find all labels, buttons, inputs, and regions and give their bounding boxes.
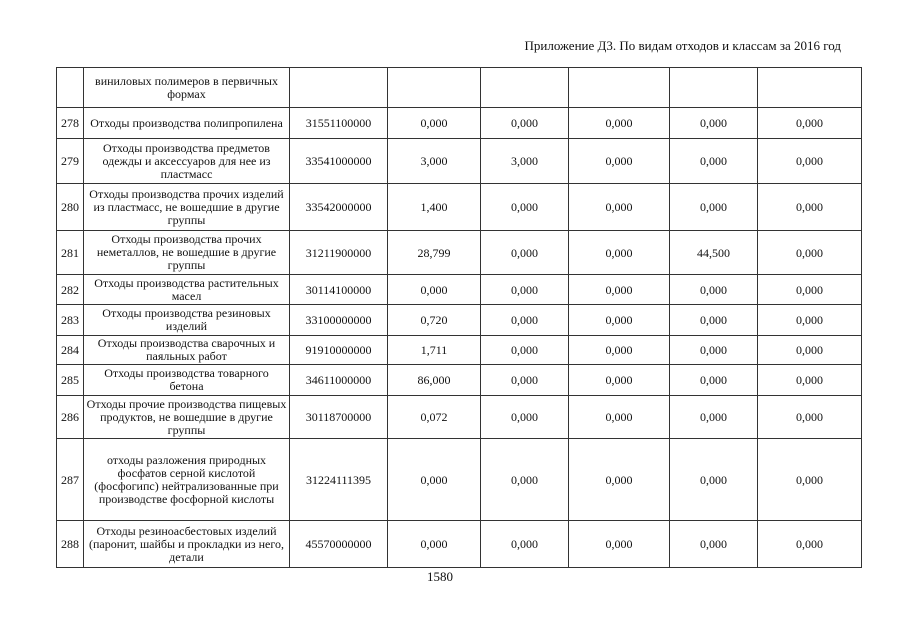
- waste-name-cell: Отходы производства предметов одежды и аксессуаров для нее из пластмасс: [84, 139, 290, 184]
- table-row: [57, 439, 862, 521]
- row-number-cell: 283: [57, 305, 84, 336]
- value-5-cell: 0,000: [758, 336, 862, 365]
- table-row: [57, 305, 862, 336]
- value-3-cell: 0,000: [569, 275, 670, 305]
- value-3-cell: 0,000: [569, 336, 670, 365]
- value-5-cell: 0,000: [758, 521, 862, 568]
- value-2-cell: 0,000: [481, 184, 569, 231]
- waste-table: [56, 67, 862, 568]
- waste-name-cell: отходы разложения природных фосфатов серной кислотой (фосфогипс) нейтрализованные при производстве фосфорной кислоты: [84, 439, 290, 521]
- value-5-cell: 0,000: [758, 231, 862, 275]
- waste-name-cell: Отходы производства резиновых изделий: [84, 305, 290, 336]
- waste-code-cell: 33100000000: [290, 305, 388, 336]
- row-number-cell: 279: [57, 139, 84, 184]
- row-number-cell: 288: [57, 521, 84, 568]
- value-1-cell: 3,000: [388, 139, 481, 184]
- value-5-cell: 0,000: [758, 275, 862, 305]
- value-4-cell: 0,000: [670, 439, 758, 521]
- table-row: [57, 521, 862, 568]
- value-2-cell: 0,000: [481, 336, 569, 365]
- waste-code-cell: 30114100000: [290, 275, 388, 305]
- value-2-cell: 0,000: [481, 108, 569, 139]
- row-number-cell: 280: [57, 184, 84, 231]
- row-number-cell: 281: [57, 231, 84, 275]
- waste-code-cell: [290, 68, 388, 108]
- value-2-cell: 3,000: [481, 139, 569, 184]
- value-4-cell: 44,500: [670, 231, 758, 275]
- value-3-cell: [569, 68, 670, 108]
- value-3-cell: 0,000: [569, 439, 670, 521]
- waste-name-cell: Отходы производства растительных масел: [84, 275, 290, 305]
- waste-name-cell: виниловых полимеров в первичных формах: [84, 68, 290, 108]
- value-2-cell: [481, 68, 569, 108]
- value-1-cell: 1,711: [388, 336, 481, 365]
- value-4-cell: 0,000: [670, 396, 758, 439]
- value-5-cell: 0,000: [758, 184, 862, 231]
- value-3-cell: 0,000: [569, 139, 670, 184]
- row-number-cell: [57, 68, 84, 108]
- value-1-cell: 28,799: [388, 231, 481, 275]
- table-row: [57, 139, 862, 184]
- waste-code-cell: 45570000000: [290, 521, 388, 568]
- value-2-cell: 0,000: [481, 305, 569, 336]
- waste-code-cell: 34611000000: [290, 365, 388, 396]
- page-header: Приложение Д3. По видам отходов и классам за 2016 год: [524, 38, 841, 53]
- value-1-cell: 0,720: [388, 305, 481, 336]
- table-row: [57, 365, 862, 396]
- value-2-cell: 0,000: [481, 521, 569, 568]
- value-5-cell: 0,000: [758, 139, 862, 184]
- value-3-cell: 0,000: [569, 184, 670, 231]
- waste-name-cell: Отходы прочие производства пищевых продуктов, не вошедшие в другие группы: [84, 396, 290, 439]
- value-4-cell: 0,000: [670, 336, 758, 365]
- row-number-cell: 284: [57, 336, 84, 365]
- value-1-cell: 0,000: [388, 275, 481, 305]
- value-5-cell: 0,000: [758, 439, 862, 521]
- waste-name-cell: Отходы производства сварочных и паяльных работ: [84, 336, 290, 365]
- row-number-cell: 287: [57, 439, 84, 521]
- value-5-cell: 0,000: [758, 108, 862, 139]
- value-1-cell: 0,000: [388, 439, 481, 521]
- value-3-cell: 0,000: [569, 365, 670, 396]
- value-1-cell: 86,000: [388, 365, 481, 396]
- value-1-cell: 0,072: [388, 396, 481, 439]
- waste-name-cell: Отходы производства полипропилена: [84, 108, 290, 139]
- table-row: [57, 275, 862, 305]
- table-row: [57, 184, 862, 231]
- table-body: [57, 68, 862, 568]
- value-4-cell: 0,000: [670, 108, 758, 139]
- table-row: [57, 336, 862, 365]
- value-4-cell: [670, 68, 758, 108]
- waste-code-cell: 31224111395: [290, 439, 388, 521]
- value-1-cell: 0,000: [388, 108, 481, 139]
- value-2-cell: 0,000: [481, 275, 569, 305]
- value-4-cell: 0,000: [670, 139, 758, 184]
- waste-code-cell: 30118700000: [290, 396, 388, 439]
- waste-code-cell: 33542000000: [290, 184, 388, 231]
- waste-name-cell: Отходы производства прочих изделий из пластмасс, не вошедшие в другие группы: [84, 184, 290, 231]
- value-5-cell: 0,000: [758, 396, 862, 439]
- waste-code-cell: 33541000000: [290, 139, 388, 184]
- row-number-cell: 278: [57, 108, 84, 139]
- value-1-cell: 0,000: [388, 521, 481, 568]
- value-2-cell: 0,000: [481, 231, 569, 275]
- page-number: 1580: [427, 569, 453, 584]
- value-4-cell: 0,000: [670, 275, 758, 305]
- value-2-cell: 0,000: [481, 396, 569, 439]
- value-4-cell: 0,000: [670, 365, 758, 396]
- row-number-cell: 286: [57, 396, 84, 439]
- value-1-cell: [388, 68, 481, 108]
- value-3-cell: 0,000: [569, 108, 670, 139]
- value-4-cell: 0,000: [670, 305, 758, 336]
- value-5-cell: [758, 68, 862, 108]
- value-3-cell: 0,000: [569, 231, 670, 275]
- waste-name-cell: Отходы производства товарного бетона: [84, 365, 290, 396]
- value-2-cell: 0,000: [481, 439, 569, 521]
- value-3-cell: 0,000: [569, 396, 670, 439]
- table-row: [57, 108, 862, 139]
- waste-name-cell: Отходы производства прочих неметаллов, не вошедшие в другие группы: [84, 231, 290, 275]
- value-3-cell: 0,000: [569, 521, 670, 568]
- table-row: [57, 68, 862, 108]
- value-5-cell: 0,000: [758, 305, 862, 336]
- value-4-cell: 0,000: [670, 184, 758, 231]
- row-number-cell: 282: [57, 275, 84, 305]
- value-1-cell: 1,400: [388, 184, 481, 231]
- waste-name-cell: Отходы резиноасбестовых изделий (паронит, шайбы и прокладки из него, детали: [84, 521, 290, 568]
- table-row: [57, 231, 862, 275]
- table-row: [57, 396, 862, 439]
- value-4-cell: 0,000: [670, 521, 758, 568]
- waste-code-cell: 31211900000: [290, 231, 388, 275]
- waste-code-cell: 31551100000: [290, 108, 388, 139]
- value-5-cell: 0,000: [758, 365, 862, 396]
- value-3-cell: 0,000: [569, 305, 670, 336]
- value-2-cell: 0,000: [481, 365, 569, 396]
- waste-code-cell: 91910000000: [290, 336, 388, 365]
- row-number-cell: 285: [57, 365, 84, 396]
